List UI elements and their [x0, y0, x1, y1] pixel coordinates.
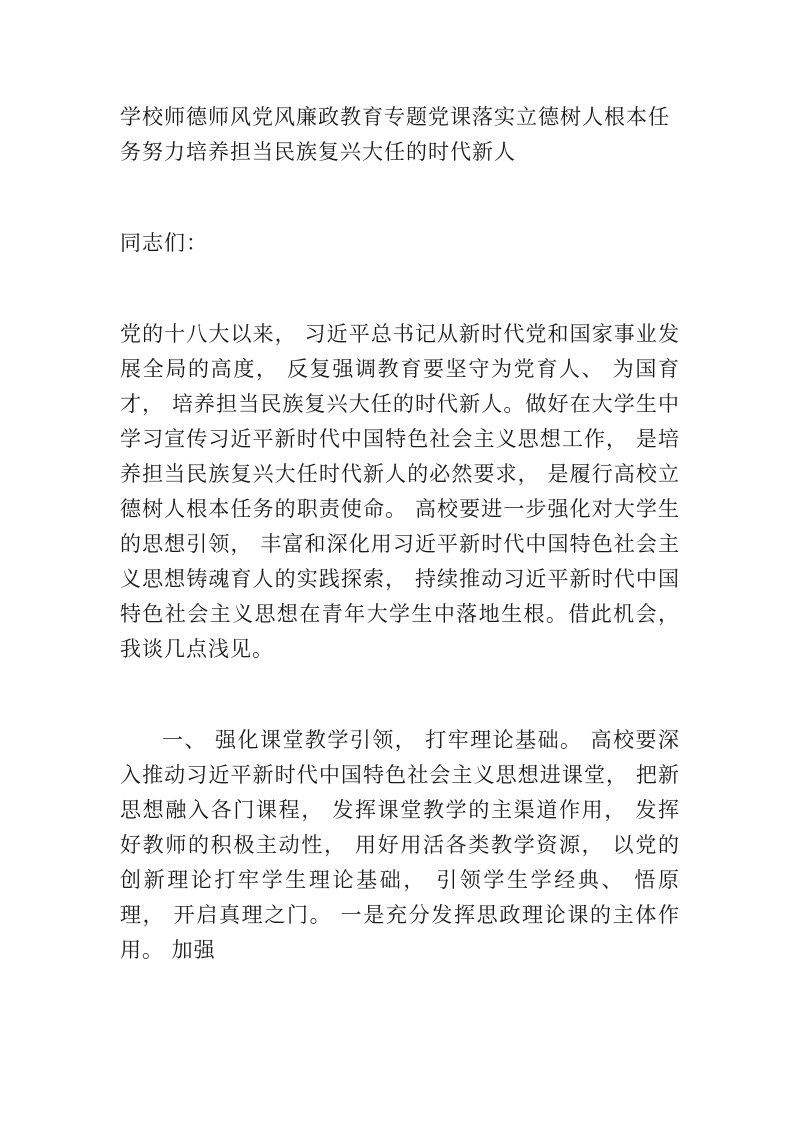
paragraph-section-one: 一、 强化课堂教学引领， 打牢理论基础。 高校要深入推动习近平新时代中国特色社会主义思想进课堂， 把新思想融入各门课程， 发挥课堂教学的主渠道作用， 发挥好教师的积极主动性， 用好用活各类教学资源， 以党的创新理论打牢学生理论基础， 引领学生学经典、 悟原理， 开启真理之门。 一是充分发挥思政理论课的主体作用。 加强	[120, 728, 680, 962]
document-page	[120, 100, 680, 968]
salutation: 同志们：	[120, 231, 208, 255]
document-title: 学校师德师风党风廉政教育专题党课落实立德树人根本任务努力培养担当民族复兴大任的时代新人	[120, 105, 670, 164]
paragraph-intro: 党的十八大以来， 习近平总书记从新时代党和国家事业发展全局的高度， 反复强调教育要坚守为党育人、 为国育才， 培养担当民族复兴大任的时代新人。做好在大学生中学习宣传习近平新时代中国特色社会主义思想工作， 是培养担当民族复兴大任时代新人的必然要求， 是履行高校立德树人根本任务的职责使命。 高校要进一步强化对大学生的思想引领， 丰富和深化用习近平新时代中国特色社会主义思想铸魂育人的实践探索， 持续推动习近平新时代中国特色社会主义思想在青年大学生中落地生根。借此机会， 我谈几点浅见。	[120, 322, 680, 661]
